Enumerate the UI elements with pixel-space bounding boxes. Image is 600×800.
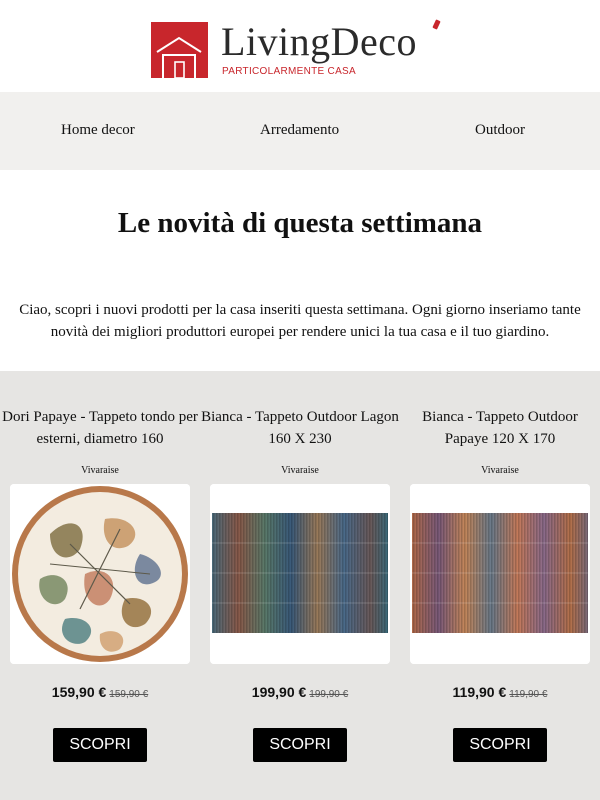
product-image[interactable] bbox=[210, 484, 390, 664]
brand-tagline: PARTICOLARMENTE CASA bbox=[222, 66, 356, 77]
striped-rug-image bbox=[210, 484, 390, 664]
product-grid bbox=[0, 371, 600, 800]
price-current: 159,90 € bbox=[51, 684, 107, 700]
price-old: 199,90 € bbox=[309, 689, 349, 700]
product-title[interactable]: Bianca - Tappeto Outdoor Lagon 160 X 230 bbox=[201, 409, 399, 447]
scopri-button[interactable]: SCOPRI bbox=[453, 728, 547, 762]
house-logo-icon bbox=[151, 22, 208, 78]
product-card bbox=[200, 371, 400, 800]
logo[interactable] bbox=[151, 19, 451, 80]
product-brand: Vivaraise bbox=[281, 465, 319, 476]
price-old: 119,90 € bbox=[509, 689, 548, 700]
round-rug-image bbox=[10, 484, 190, 664]
brand-accent-mark bbox=[432, 19, 440, 29]
nav-item-home-decor[interactable]: Home decor bbox=[61, 122, 135, 138]
product-brand: Vivaraise bbox=[481, 465, 519, 476]
product-card bbox=[400, 371, 600, 800]
product-price bbox=[200, 684, 400, 702]
scopri-button[interactable]: SCOPRI bbox=[53, 728, 147, 762]
product-card bbox=[0, 371, 200, 800]
main-nav bbox=[0, 92, 600, 170]
brand-name: LivingDeco bbox=[221, 19, 418, 64]
product-image[interactable] bbox=[410, 484, 590, 664]
intro-text: Ciao, scopri i nuovi prodotti per la casa inseriti questa settimana. Ogni giorno inseriamo tante novità dei migliori produttori europei per rendere unici la tua casa e il tuo giardino. bbox=[19, 302, 581, 340]
nav-item-outdoor[interactable]: Outdoor bbox=[475, 122, 525, 138]
product-title[interactable]: Bianca - Tappeto Outdoor Papaye 120 X 170 bbox=[422, 409, 578, 447]
product-price bbox=[0, 684, 200, 702]
price-old: 159,90 € bbox=[109, 689, 149, 700]
product-price bbox=[400, 684, 600, 702]
header bbox=[0, 0, 600, 92]
page-title: Le novità di questa settimana bbox=[117, 207, 483, 239]
scopri-button[interactable]: SCOPRI bbox=[253, 728, 347, 762]
price-current: 199,90 € bbox=[251, 684, 307, 700]
product-image[interactable] bbox=[10, 484, 190, 664]
nav-item-arredamento[interactable]: Arredamento bbox=[260, 122, 340, 138]
product-title[interactable]: Dori Papaye - Tappeto tondo per esterni, diametro 160 bbox=[2, 409, 198, 447]
price-current: 119,90 € bbox=[452, 684, 507, 700]
product-brand: Vivaraise bbox=[81, 465, 119, 476]
striped-rug-image bbox=[410, 484, 590, 664]
